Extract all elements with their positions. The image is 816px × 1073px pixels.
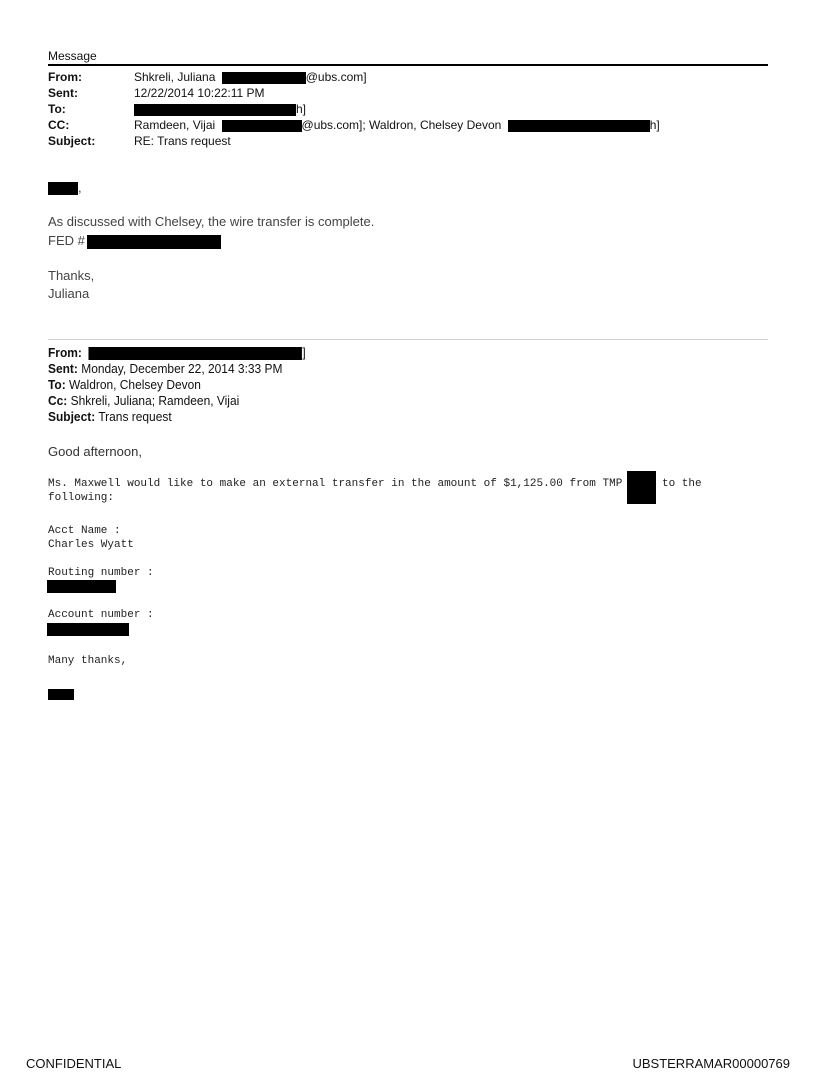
original-from-row	[48, 345, 306, 361]
to-value	[134, 101, 306, 117]
original-cc-row	[48, 393, 239, 409]
original-greeting: Good afternoon,	[48, 444, 142, 459]
footer-confidential: CONFIDENTIAL	[26, 1056, 122, 1071]
redaction-block	[508, 120, 650, 132]
original-from-suffix: ]	[302, 345, 306, 360]
original-to-row	[48, 377, 201, 393]
subject-label: Subject:	[48, 134, 96, 148]
cc-value	[134, 117, 660, 133]
original-sent-row	[48, 361, 282, 377]
salutation-comma: ,	[78, 180, 82, 195]
acct-name-value: Charles Wyatt	[48, 539, 134, 551]
from-name: Shkreli, Juliana	[134, 70, 216, 84]
original-sent-value: Monday, December 22, 2014 3:33 PM	[81, 361, 283, 376]
message-label: Message	[48, 49, 97, 63]
original-to-label: To:	[48, 377, 66, 392]
original-subject-label: Subject:	[48, 409, 96, 424]
redaction-block	[89, 347, 302, 360]
sent-value: 12/22/2014 10:22:11 PM	[134, 86, 265, 100]
to-label: To:	[48, 102, 66, 116]
request-line-1a: Ms. Maxwell would like to make an external transfer in the amount of $1,125.00 from TMP	[48, 478, 623, 490]
redaction-block	[47, 623, 129, 636]
redaction-block	[48, 689, 74, 700]
fed-label: FED #	[48, 233, 85, 248]
reply-closing: Thanks,	[48, 268, 95, 283]
routing-number-label: Routing number :	[48, 567, 154, 579]
redaction-block	[134, 104, 296, 116]
original-cc-value: Shkreli, Juliana; Ramdeen, Vijai	[70, 393, 240, 408]
sent-label: Sent:	[48, 86, 78, 100]
redaction-block	[627, 471, 656, 504]
reply-signature: Juliana	[48, 286, 90, 301]
header-rule	[48, 64, 768, 66]
original-subject-value: Trans request	[98, 409, 172, 424]
from-email-domain: @ubs.com]	[305, 70, 367, 84]
reply-salutation	[48, 180, 82, 195]
redaction-block	[222, 72, 306, 84]
acct-name-label: Acct Name :	[48, 525, 121, 537]
cc-email-suffix: h]	[649, 118, 660, 132]
original-subject-row	[48, 409, 172, 425]
subject-value: RE: Trans request	[134, 134, 231, 148]
from-label: From:	[48, 70, 82, 84]
original-to-value: Waldron, Chelsey Devon	[69, 377, 201, 392]
original-from-label: From:	[48, 345, 82, 360]
account-number-label: Account number :	[48, 609, 154, 621]
redaction-block	[47, 580, 116, 593]
redaction-block	[87, 235, 221, 249]
reply-fed-line	[48, 233, 221, 249]
to-email-suffix: h]	[296, 102, 307, 116]
cc-label: CC:	[48, 118, 70, 132]
reply-line-1: As discussed with Chelsey, the wire transfer is complete.	[48, 214, 375, 229]
request-line-2: following:	[48, 492, 115, 504]
footer-bates-number: UBSTERRAMAR00000769	[632, 1056, 790, 1071]
redaction-block	[222, 120, 302, 132]
request-line-1b: to the	[662, 478, 702, 490]
thread-separator	[48, 339, 768, 340]
original-cc-label: Cc:	[48, 393, 68, 408]
from-value	[134, 69, 367, 85]
cc-name-2: @ubs.com]; Waldron, Chelsey Devon	[301, 118, 502, 132]
cc-name-1: Ramdeen, Vijai	[134, 118, 216, 132]
original-sent-label: Sent:	[48, 361, 78, 376]
request-closing: Many thanks,	[48, 655, 128, 667]
redaction-block	[48, 182, 78, 195]
